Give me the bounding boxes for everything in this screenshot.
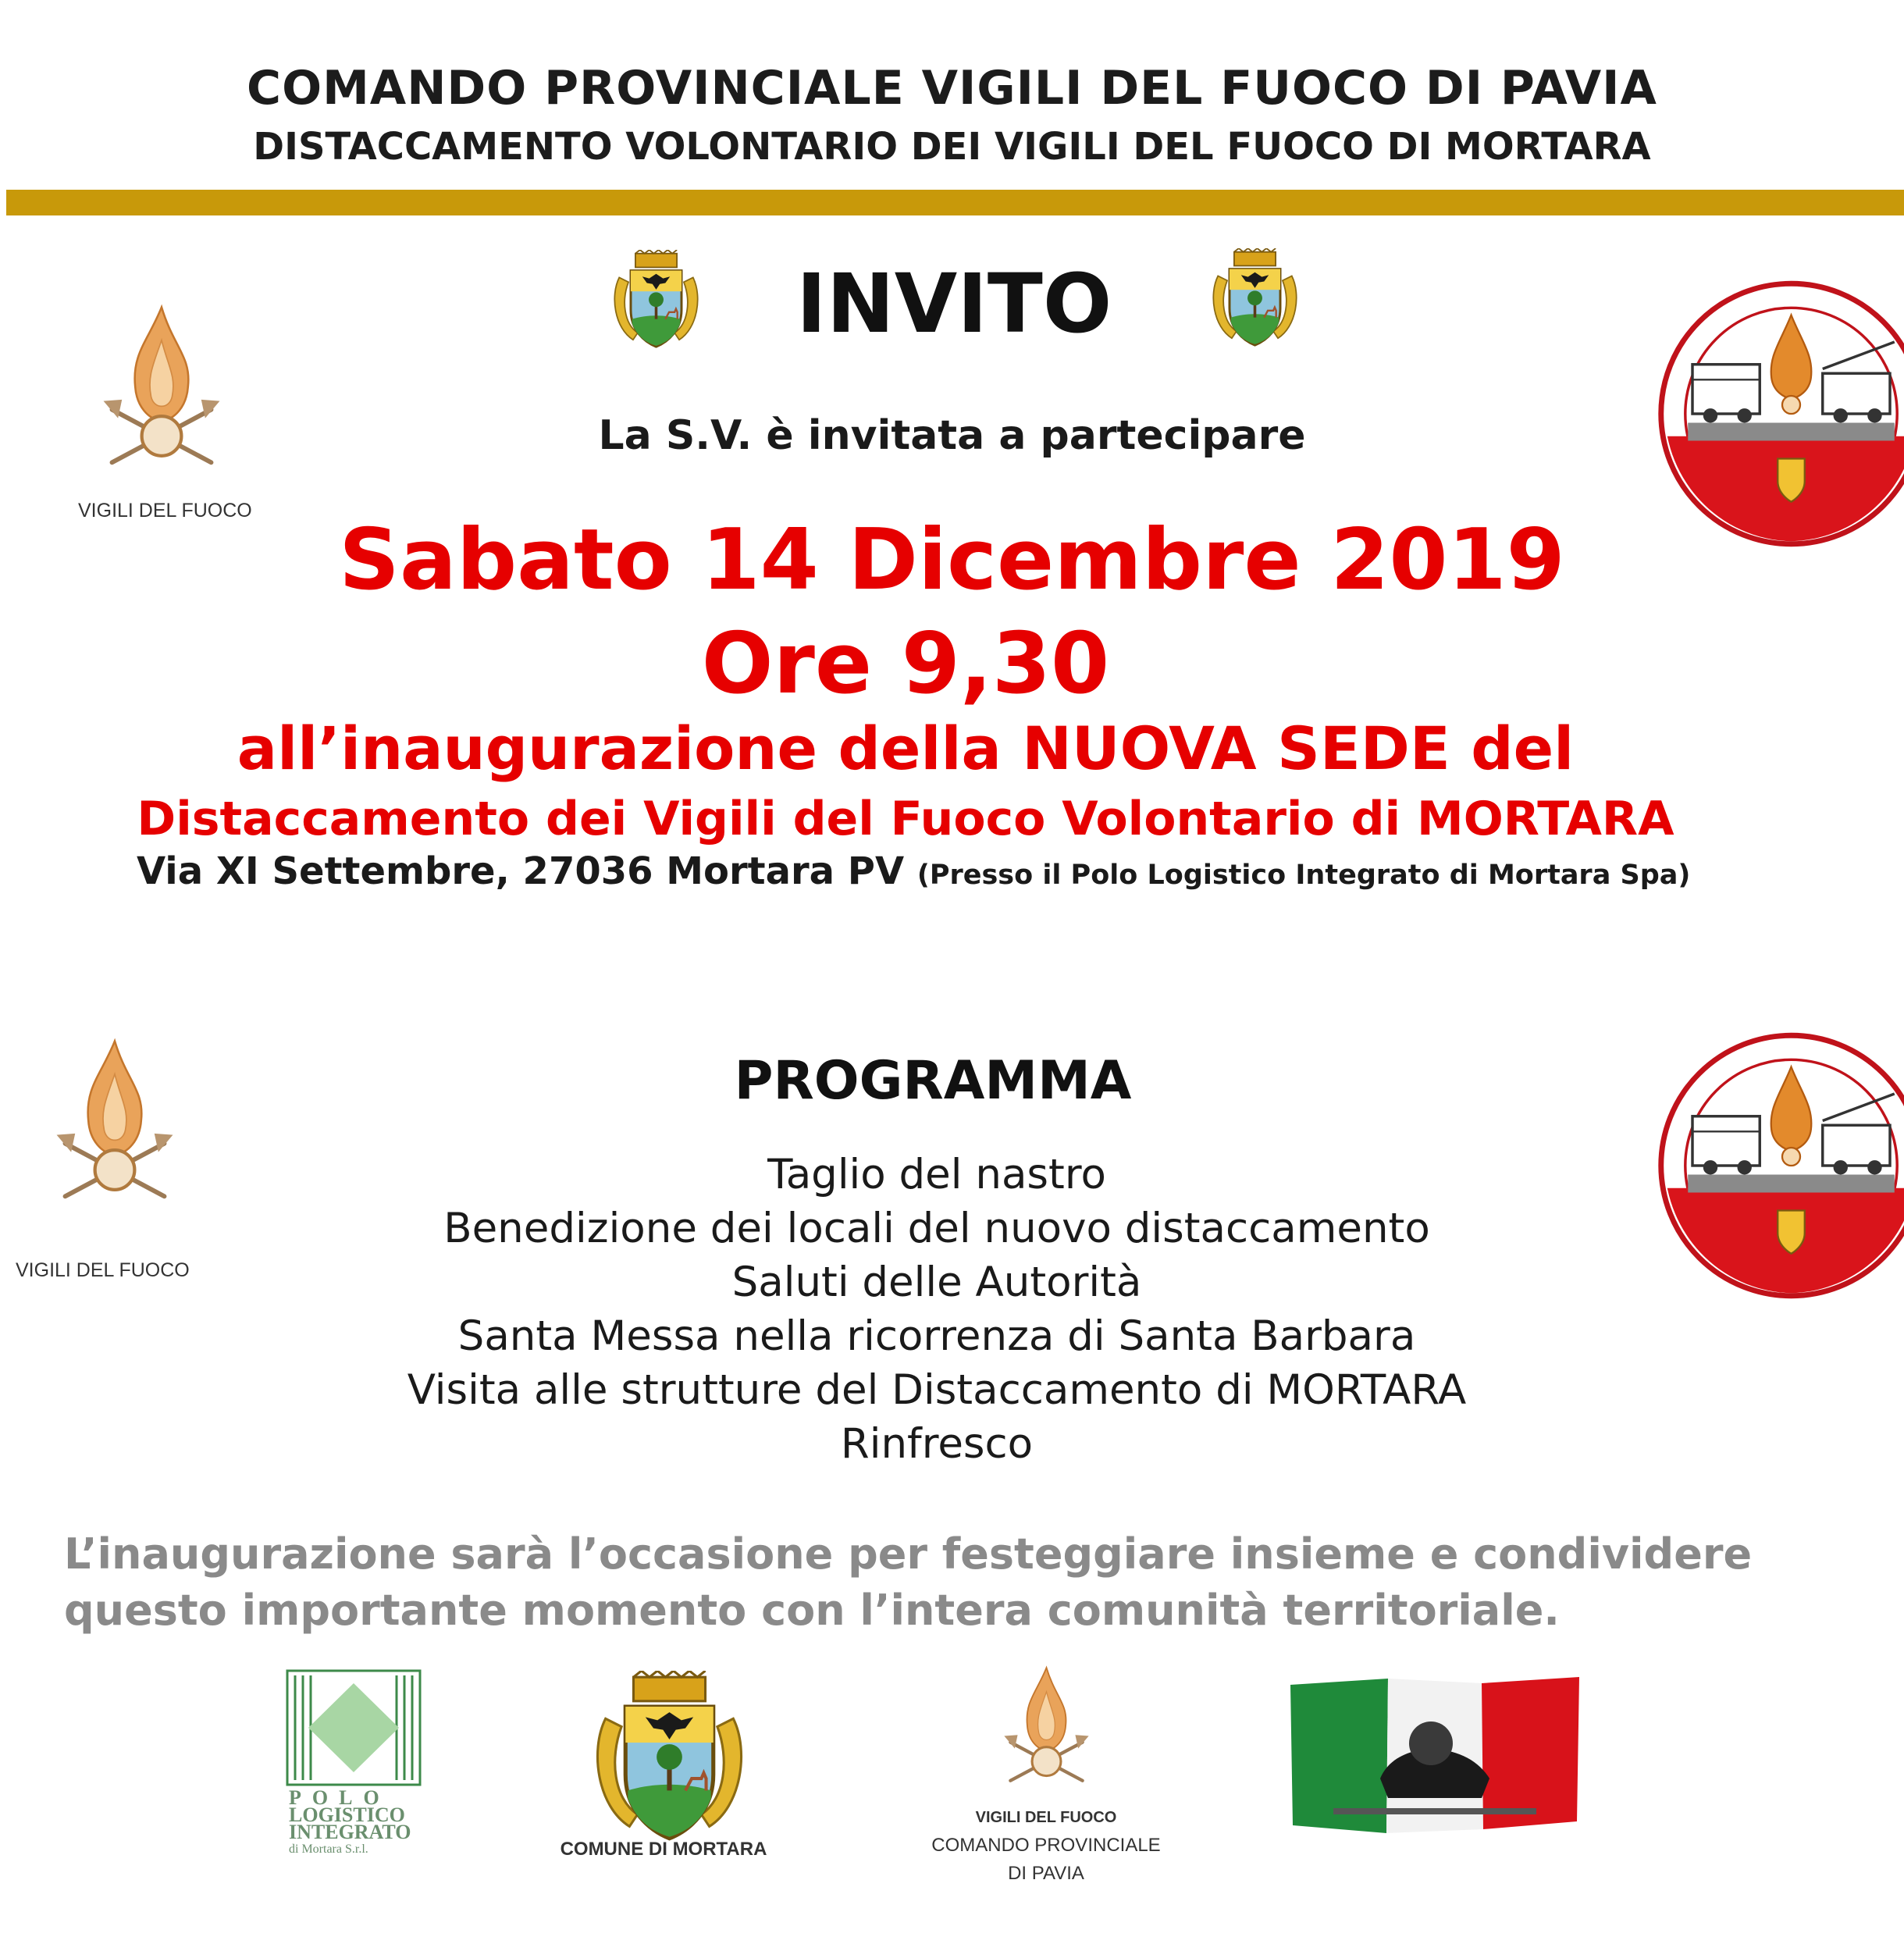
programma-item: Benedizione dei locali del nuovo distaccamento bbox=[443, 1205, 1430, 1252]
programma-title: PROGRAMMA bbox=[734, 1050, 1132, 1112]
programma-item: Rinfresco bbox=[840, 1420, 1034, 1468]
polo-line: INTEGRATO bbox=[289, 1821, 411, 1843]
closing-line: questo importante momento con l’intera comunità territoriale. bbox=[64, 1586, 1560, 1635]
vvf-comando-caption bbox=[929, 1803, 1163, 1888]
polo-logistico-logo bbox=[286, 1669, 422, 1856]
comune-crest-icon bbox=[607, 250, 705, 351]
vvf-caption-line: VIGILI DEL FUOCO bbox=[975, 1809, 1117, 1826]
programma-item: Taglio del nastro bbox=[767, 1151, 1106, 1198]
vvf-caption-line: DI PAVIA bbox=[1008, 1863, 1084, 1884]
programma-item: Saluti delle Autorità bbox=[731, 1259, 1142, 1306]
event-date: Sabato 14 Dicembre 2019 bbox=[339, 511, 1565, 609]
header-title: COMANDO PROVINCIALE VIGILI DEL FUOCO DI PAVIA bbox=[247, 61, 1657, 116]
polo-line: di Mortara S.r.l. bbox=[289, 1843, 368, 1856]
event-location-name: Distaccamento dei Vigili del Fuoco Volontario di MORTARA bbox=[137, 792, 1674, 846]
closing-line: L’inaugurazione sarà l’occasione per festeggiare insieme e condividere bbox=[64, 1529, 1753, 1579]
programma-list bbox=[0, 1148, 1874, 1471]
header-subtitle: DISTACCAMENTO VOLONTARIO DEI VIGILI DEL FUOCO DI MORTARA bbox=[253, 125, 1651, 169]
event-purpose: all’inaugurazione della NUOVA SEDE del bbox=[237, 714, 1575, 783]
vvf-emblem-label: VIGILI DEL FUOCO bbox=[16, 1259, 190, 1281]
programma-item: Santa Messa nella ricorrenza di Santa Barbara bbox=[457, 1312, 1416, 1360]
event-address bbox=[137, 849, 1690, 893]
polo-line: POLO bbox=[289, 1786, 390, 1809]
volontari-flag-logo-icon bbox=[1287, 1669, 1583, 1841]
event-address-main: Via XI Settembre, 27036 Mortara PV bbox=[137, 849, 905, 893]
polo-line: LOGISTICO bbox=[289, 1803, 405, 1826]
vvf-caption-line: COMANDO PROVINCIALE bbox=[931, 1835, 1161, 1856]
comune-crest-icon bbox=[1206, 248, 1304, 350]
polo-logistico-mark-icon bbox=[286, 1669, 422, 1786]
invito-heading: INVITO bbox=[796, 256, 1112, 351]
invitation-intro: La S.V. è invitata a partecipare bbox=[598, 412, 1306, 459]
comune-caption: COMUNE DI MORTARA bbox=[560, 1839, 767, 1860]
programma-item: Visita alle strutture del Distaccamento di MORTARA bbox=[407, 1366, 1467, 1414]
vvf-emblem-label: VIGILI DEL FUOCO bbox=[78, 500, 252, 522]
vvf-small-emblem-icon bbox=[998, 1663, 1095, 1788]
closing-message bbox=[64, 1526, 1752, 1639]
event-time: Ore 9,30 bbox=[701, 615, 1110, 713]
gold-divider bbox=[6, 190, 1904, 215]
event-address-note: (Presso il Polo Logistico Integrato di Mortara Spa) bbox=[916, 860, 1691, 891]
comune-mortara-crest-icon bbox=[589, 1671, 749, 1846]
